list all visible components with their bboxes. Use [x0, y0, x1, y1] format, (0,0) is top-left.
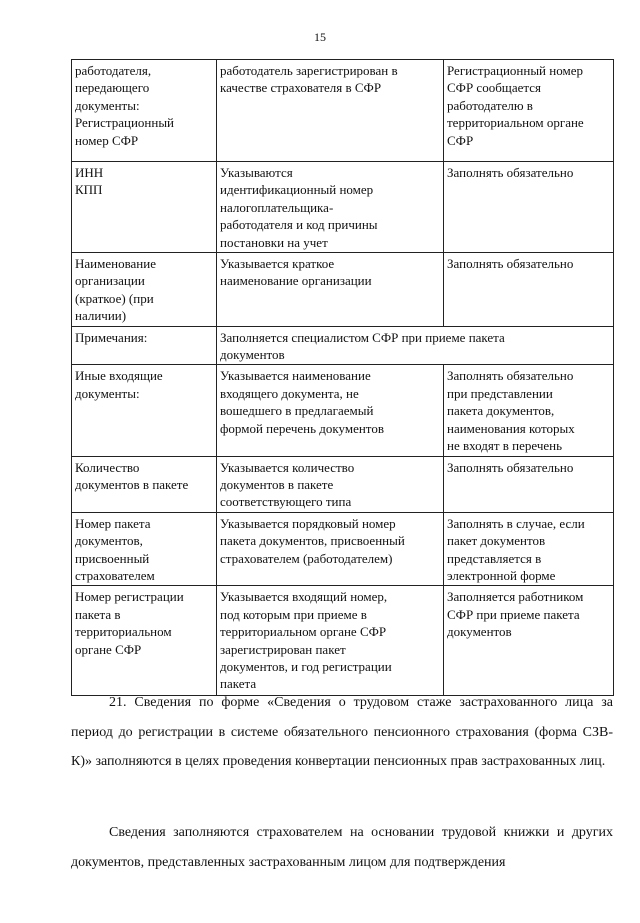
table-row — [72, 586, 614, 696]
table-cell-c2 — [217, 253, 444, 327]
table-cell-c3 — [444, 162, 614, 253]
table-cell-c23 — [217, 326, 614, 365]
cell-line: документов, и год регистрации — [220, 658, 392, 674]
cell-line: территориальном — [75, 624, 172, 640]
cell-line: Указывается входящий номер, — [220, 589, 388, 605]
cell-line: СФР — [447, 132, 474, 148]
cell-line: Примечания: — [75, 329, 148, 345]
paragraph-sources: Сведения заполняются страхователем на основании трудовой книжки и других документов, представленных застрахованным лицом для подтверждения — [71, 825, 613, 870]
table-cell-c1 — [72, 365, 217, 456]
table-cell-c1 — [72, 586, 217, 696]
table-cell-c2 — [217, 586, 444, 696]
cell-line: зарегистрирован пакет — [220, 641, 346, 657]
cell-line: документов в пакете — [75, 476, 189, 492]
cell-line: наличии) — [75, 308, 127, 324]
cell-line: Указывается порядковый номер — [220, 515, 396, 531]
cell-line: работодатель зарегистрирован в — [220, 63, 398, 78]
cell-line: Заполнять в случае, если — [447, 515, 585, 531]
table-cell-c3 — [444, 512, 614, 586]
table-cell-c2 — [217, 512, 444, 586]
table-row — [72, 60, 614, 162]
cell-line: Заполняется работником — [447, 589, 584, 605]
cell-line: Наименование — [75, 256, 156, 272]
cell-line: вошедшего в предлагаемый — [220, 403, 374, 419]
table-cell-c1 — [72, 253, 217, 327]
table-row — [72, 162, 614, 253]
cell-line: пакета документов, — [447, 403, 555, 419]
table-cell-c2 — [217, 456, 444, 512]
table-row — [72, 253, 614, 327]
cell-line: пакет документов — [447, 533, 546, 549]
cell-line: ИНН — [75, 165, 104, 180]
cell-line: работодателя, — [75, 63, 152, 78]
table-cell-c3 — [444, 586, 614, 696]
cell-line: (краткое) (при — [75, 290, 154, 306]
cell-line: СФР при приеме пакета — [447, 606, 580, 622]
cell-line: представляется в — [447, 550, 542, 566]
cell-line: органе СФР — [75, 641, 142, 657]
cell-line: Указывается наименование — [220, 368, 371, 384]
cell-line: Регистрационный номер — [447, 63, 583, 78]
cell-line: входящего документа, не — [220, 385, 359, 401]
cell-line: Номер пакета — [75, 515, 151, 531]
table-cell-c1 — [72, 60, 217, 162]
cell-line: документов, — [75, 533, 143, 549]
fields-table — [71, 59, 614, 696]
cell-line: наименования которых — [447, 420, 575, 436]
cell-line: номер СФР — [75, 132, 139, 148]
cell-line: пакета в — [75, 606, 121, 622]
table-cell-c2 — [217, 162, 444, 253]
cell-line: документов — [447, 624, 512, 640]
table-cell-c3 — [444, 456, 614, 512]
cell-line: работодателя и код причины — [220, 217, 378, 233]
cell-line: СФР сообщается — [447, 80, 541, 96]
cell-line: территориальном органе — [447, 115, 584, 131]
cell-line: электронной форме — [447, 567, 556, 583]
cell-line: Указывается краткое — [220, 256, 335, 272]
cell-line: качестве страхователя в СФР — [220, 80, 382, 96]
cell-line: Указываются — [220, 165, 293, 180]
table-cell-c3 — [444, 253, 614, 327]
cell-line: Заполнять обязательно — [447, 256, 574, 272]
cell-line: документы: — [75, 97, 140, 113]
table-cell-c1 — [72, 326, 217, 365]
table-cell-c1 — [72, 456, 217, 512]
cell-line: налогоплательщика- — [220, 199, 334, 215]
cell-line: территориальном органе СФР — [220, 624, 387, 640]
cell-line: работодателю в — [447, 97, 533, 113]
cell-line: Количество — [75, 459, 140, 475]
cell-line: страхователем (работодателем) — [220, 550, 393, 566]
table-cell-c2 — [217, 365, 444, 456]
cell-line: постановки на учет — [220, 234, 328, 250]
cell-line: идентификационный номер — [220, 182, 374, 198]
cell-line: документы: — [75, 385, 140, 401]
cell-line: наименование организации — [220, 273, 372, 289]
cell-line: организации — [75, 273, 145, 289]
table-row — [72, 456, 614, 512]
cell-line: передающего — [75, 80, 150, 96]
cell-line: под которым при приеме в — [220, 606, 367, 622]
cell-line: Заполняется специалистом СФР при приеме пакета — [220, 329, 505, 345]
cell-line: документов в пакете — [220, 476, 334, 492]
cell-line: формой перечень документов — [220, 420, 384, 436]
cell-line: Заполнять обязательно — [447, 165, 574, 180]
cell-line: Иные входящие — [75, 368, 163, 384]
cell-line: пакета документов, присвоенный — [220, 533, 405, 549]
cell-line: пакета — [220, 676, 257, 692]
table-cell-c3 — [444, 365, 614, 456]
cell-line: не входят в перечень — [447, 438, 563, 454]
cell-line: соответствующего типа — [220, 494, 352, 510]
cell-line: Указывается количество — [220, 459, 355, 475]
cell-line: присвоенный — [75, 550, 150, 566]
cell-line: Номер регистрации — [75, 589, 184, 605]
table-cell-c1 — [72, 162, 217, 253]
cell-line: документов — [220, 347, 285, 363]
cell-line: Заполнять обязательно — [447, 368, 574, 384]
table-cell-c1 — [72, 512, 217, 586]
paragraph-21: 21. Сведения по форме «Сведения о трудовом стаже застрахованного лица за период до регистрации в системе обязательного пенсионного страхования (форма СЗВ-К)» заполняются в целях проведения конвертации пенсионных прав застрахованных лиц. — [71, 695, 613, 769]
table-row — [72, 326, 614, 365]
cell-line: Заполнять обязательно — [447, 459, 574, 475]
table-cell-c2 — [217, 60, 444, 162]
cell-line: Регистрационный — [75, 115, 175, 131]
cell-line: страхователем — [75, 567, 155, 583]
table-row — [72, 365, 614, 456]
table-cell-c3 — [444, 60, 614, 162]
cell-line: КПП — [75, 182, 103, 198]
table-row — [72, 512, 614, 586]
page-number: 15 — [314, 30, 326, 44]
cell-line: при представлении — [447, 385, 553, 401]
